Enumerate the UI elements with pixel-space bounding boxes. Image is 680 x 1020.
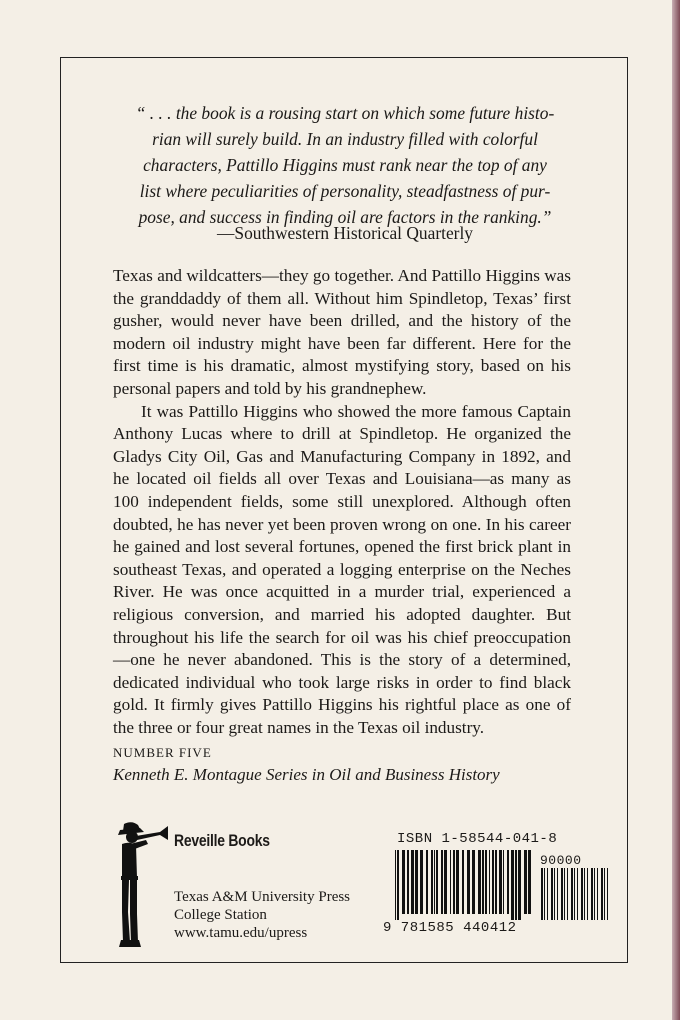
addon-bar — [567, 868, 568, 920]
addon-bar — [581, 868, 583, 920]
barcode-bar — [397, 850, 399, 920]
barcode-bar — [415, 850, 418, 914]
barcode-bar — [407, 850, 409, 914]
quote-line: pose, and success in finding oil are factors in the ranking.” — [138, 207, 552, 227]
barcode-bar — [444, 850, 447, 914]
isbn-label: ISBN 1-58544-041-8 — [397, 831, 558, 847]
ean-digits: 9 781585 440412 — [383, 920, 517, 936]
spine-edge — [672, 0, 680, 1020]
publisher-info — [174, 888, 350, 942]
addon-bar — [541, 868, 543, 920]
press-website: www.tamu.edu/upress — [174, 925, 308, 941]
quote-attribution: —Southwestern Historical Quarterly — [217, 223, 473, 243]
barcode-bar — [503, 850, 504, 914]
barcode-bar — [499, 850, 502, 914]
barcode-bar — [441, 850, 443, 914]
quote-line: rian will surely build. In an industry filled with colorful — [152, 129, 538, 149]
barcode-bar — [431, 850, 433, 914]
addon-bar — [604, 868, 605, 920]
barcode-bar — [420, 850, 423, 914]
series-name: Kenneth E. Montague Series in Oil and Business History — [113, 765, 500, 784]
quote-line: “ . . . the book is a rousing start on which some future histo- — [135, 103, 555, 123]
barcode-bar — [485, 850, 487, 914]
barcode-bar — [402, 850, 405, 914]
barcode-bar — [528, 850, 531, 914]
addon-bar — [544, 868, 545, 920]
barcode-bar — [395, 850, 396, 920]
barcode-bar — [456, 850, 459, 914]
imprint-name: Reveille Books — [174, 831, 270, 850]
addon-bar — [557, 868, 558, 920]
addon-bar — [591, 868, 593, 920]
addon-bar — [577, 868, 578, 920]
addon-bar — [547, 868, 548, 920]
addon-bar — [597, 868, 598, 920]
addon-bar — [564, 868, 565, 920]
barcode-bar — [511, 850, 514, 920]
description-paragraph: Texas and wildcatters—they go together. And Pattillo Higgins was the granddaddy of them all. Without him Spindletop, Texas’ first gusher, would never have been drilled, and the history of the modern oil industry might have been far different. Here for the first time is his dramatic, almost mystifying story, based on his personal papers and told by his grandnephew. — [113, 266, 571, 398]
barcode-bar — [482, 850, 484, 914]
barcode-bar — [507, 850, 509, 914]
barcode-bar — [472, 850, 475, 914]
quote-line: list where peculiarities of personality, steadfastness of pur- — [139, 181, 551, 201]
addon-bar — [601, 868, 603, 920]
book-description — [113, 265, 571, 739]
barcode-bar — [426, 850, 428, 914]
barcode-bar — [492, 850, 494, 914]
press-name: Texas A&M University Press — [174, 889, 351, 905]
barcode-bar — [495, 850, 497, 914]
barcode-bar — [515, 850, 517, 920]
barcode-bar — [436, 850, 438, 914]
barcode-bar — [462, 850, 464, 914]
barcode-bar — [478, 850, 481, 914]
addon-bar — [584, 868, 585, 920]
quote-line: characters, Pattillo Higgins must rank near the top of any — [143, 155, 547, 175]
press-location: College Station — [174, 907, 267, 923]
addon-bar — [561, 868, 563, 920]
addon-bar — [587, 868, 588, 920]
barcode-bar — [518, 850, 521, 920]
barcode-bar — [411, 850, 414, 914]
bugler-silhouette-icon — [110, 820, 170, 950]
addon-bar — [571, 868, 573, 920]
barcode-bar — [467, 850, 470, 914]
review-quote — [102, 100, 588, 230]
addon-digits: 90000 — [540, 853, 582, 868]
addon-bar — [594, 868, 595, 920]
barcode-bar — [453, 850, 455, 914]
addon-bar — [607, 868, 608, 920]
addon-bar — [551, 868, 553, 920]
barcode-bar — [524, 850, 527, 914]
barcode-bar — [489, 850, 490, 914]
barcode-bar — [434, 850, 435, 914]
series-number: NUMBER FIVE — [113, 745, 212, 760]
barcode-bar — [450, 850, 451, 914]
addon-bar — [574, 868, 575, 920]
description-paragraph: It was Pattillo Higgins who showed the more famous Captain Anthony Lucas where to drill at Spindletop. He organized the Gladys City Oil, Gas and Manufacturing Company in 1892, and he located oil fields all over Texas and Louisiana—as many as 100 independent fields, some still unexplored. Although often doubted, he has never yet been proven wrong on one. In his career he gained and lost several fortunes, opened the first brick plant in southeast Texas, and operated a logging enterprise on the Neches River. He was once acquitted in a murder trial, experienced a religious conversion, and married his adopted daughter. But throughout his life the search for oil was his chief preoccupation—one he never abandoned. This is the story of a determined, dedicated individual who took large risks in order to find black gold. It firmly gives Pattillo Higgins his rightful place as one of the three or four great names in the Texas oil industry. — [113, 401, 571, 737]
addon-bar — [554, 868, 555, 920]
